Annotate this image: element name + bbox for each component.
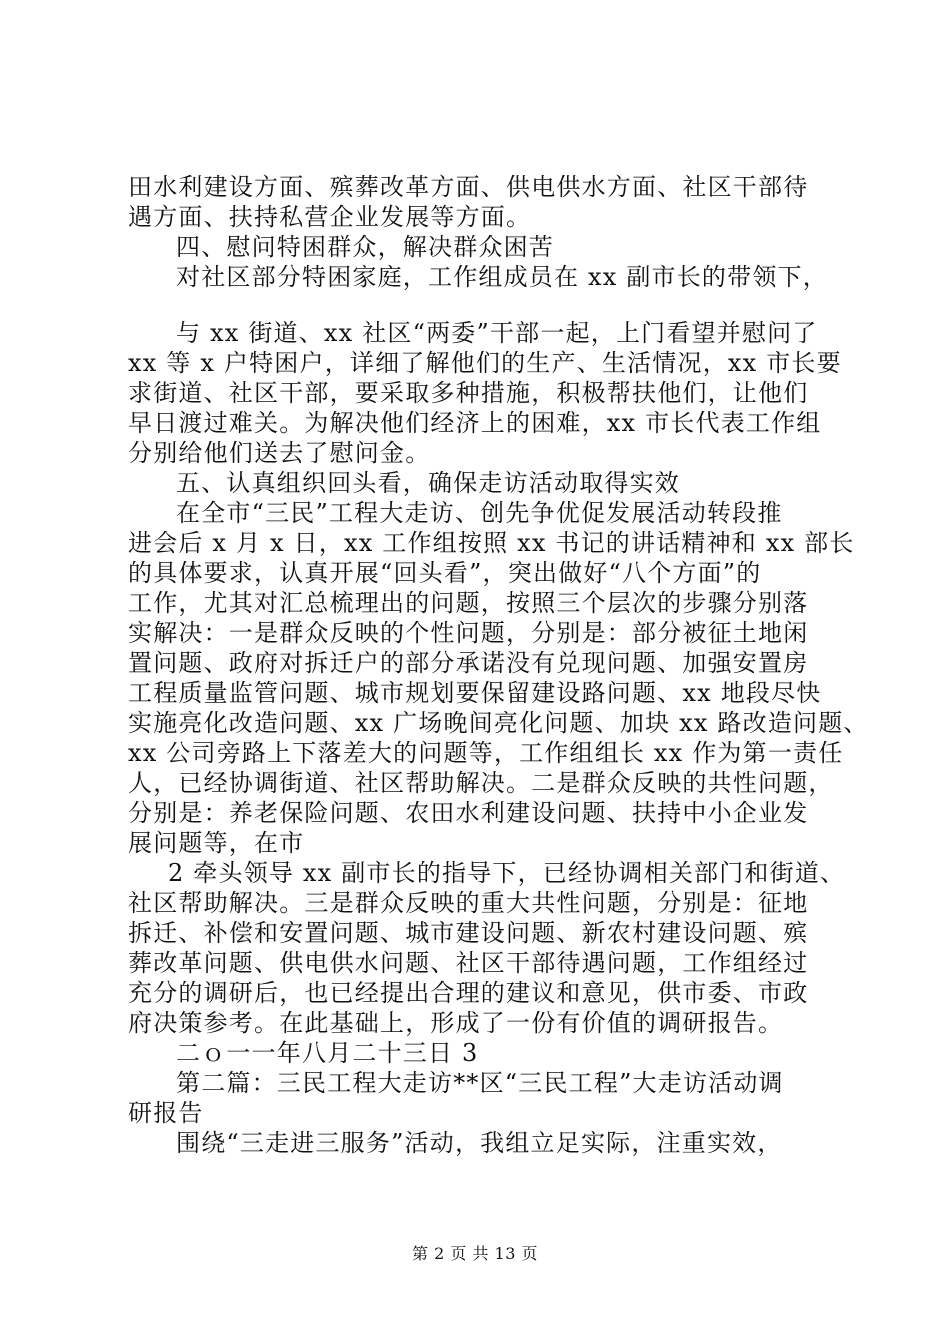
body-line: 府决策参考。在此基础上，形成了一份有价值的调研报告。	[128, 1009, 784, 1037]
body-line: 工程质量监管问题、城市规划要保留建设路问题、xx 地段尽快	[128, 679, 822, 707]
body-line: 对社区部分特困家庭，工作组成员在 xx 副市长的带领下，	[176, 263, 828, 291]
paragraph-gap	[128, 292, 828, 318]
body-line: 拆迁、补偿和安置问题、城市建设问题、新农村建设问题、殡	[128, 919, 809, 947]
body-line: 求街道、社区干部，要采取多种措施，积极帮扶他们，让他们	[128, 379, 809, 407]
page-footer	[0, 1244, 950, 1264]
body-line: 展问题等，在市	[128, 829, 305, 857]
section-heading-5: 五、认真组织回头看，确保走访活动取得实效	[176, 469, 680, 497]
body-line: 与 xx 街道、xx 社区“两委”干部一起，上门看望并慰问了	[176, 319, 818, 347]
body-line: 实施亮化改造问题、xx 广场晚间亮化问题、加块 xx 路改造问题、	[128, 709, 869, 737]
body-line: 的具体要求，认真开展“回头看”，突出做好“八个方面”的	[128, 559, 762, 587]
body-line: 早日渡过难关。为解决他们经济上的困难，xx 市长代表工作组	[128, 409, 822, 437]
section-heading-4: 四、慰问特困群众，解决群众困苦	[176, 233, 554, 261]
body-line: 2 牵头领导 xx 副市长的指导下，已经协调相关部门和街道、	[168, 859, 846, 887]
document-body	[128, 172, 869, 1158]
body-line: 充分的调研后，也已经提出合理的建议和意见，供市委、市政	[128, 979, 809, 1007]
body-line: xx 等 x 户特困户，详细了解他们的生产、生活情况，xx 市长要	[128, 349, 842, 377]
body-line: 在全市“三民”工程大走访、创先争优促发展活动转段推	[176, 499, 783, 527]
body-line: 人，已经协调街道、社区帮助解决。二是群众反映的共性问题，	[128, 769, 834, 797]
chapter-title-continued: 研报告	[128, 1099, 204, 1127]
chapter-title: 第二篇：三民工程大走访**区“三民工程”大走访活动调	[176, 1069, 784, 1097]
body-line: 遇方面、扶持私营企业发展等方面。	[128, 203, 532, 231]
body-line: 围绕“三走进三服务”活动，我组立足实际，注重实效，	[176, 1129, 783, 1157]
body-line: 社区帮助解决。三是群众反映的重大共性问题，分别是：征地	[128, 889, 809, 917]
body-line: 实解决：一是群众反映的个性问题，分别是：部分被征土地闲	[128, 619, 809, 647]
body-line: 置问题、政府对拆迁户的部分承诺没有兑现问题、加强安置房	[128, 649, 809, 677]
body-line: 葬改革问题、供电供水问题、社区干部待遇问题，工作组经过	[128, 949, 809, 977]
body-line: xx 公司旁路上下落差大的问题等，工作组组长 xx 作为第一责任	[128, 739, 844, 767]
body-line: 田水利建设方面、殡葬改革方面、供电供水方面、社区干部待	[128, 173, 809, 201]
body-line: 进会后 x 月 x 日，xx 工作组按照 xx 书记的讲话精神和 xx 部长	[128, 529, 855, 557]
page-number-label: 第 2 页 共 13 页	[412, 1244, 538, 1263]
date-line: 二ｏ一一年八月二十三日 3	[176, 1039, 479, 1067]
body-line: 分别给他们送去了慰问金。	[128, 439, 431, 467]
body-line: 分别是：养老保险问题、农田水利建设问题、扶持中小企业发	[128, 799, 809, 827]
body-line: 工作，尤其对汇总梳理出的问题，按照三个层次的步骤分别落	[128, 589, 809, 617]
